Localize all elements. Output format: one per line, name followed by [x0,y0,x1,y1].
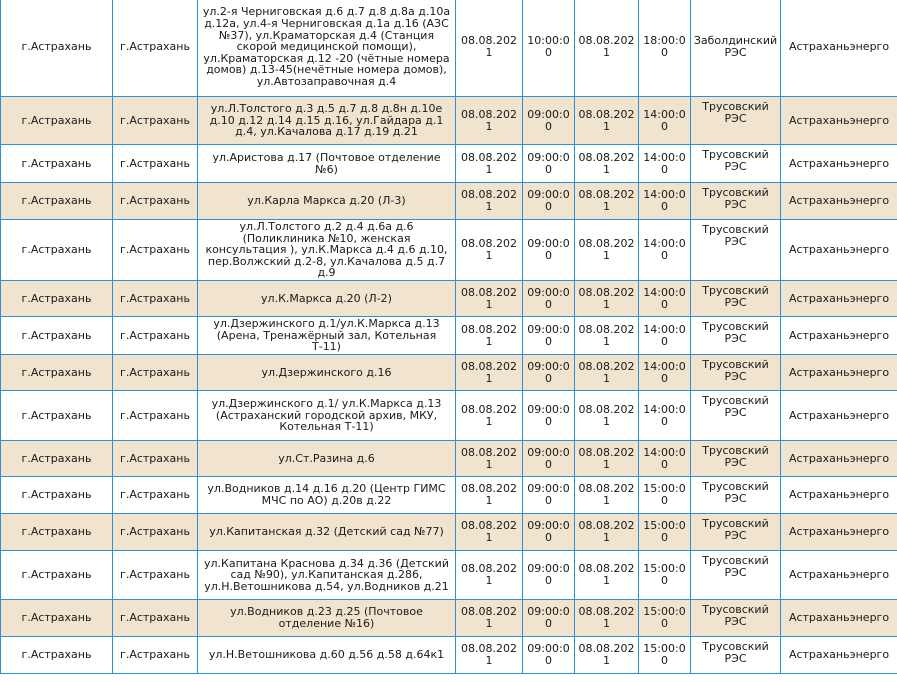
end-time-cell: 14:00:00 [639,317,691,355]
res-cell: Трусовский РЭС [691,97,781,145]
locality-cell: г.Астрахань [113,281,198,317]
end-date-cell: 08.08.2021 [575,441,639,477]
res-cell: Трусовский РЭС [691,183,781,220]
city-cell: г.Астрахань [1,145,113,183]
address-cell: ул.Водников д.14 д.16 д.20 (Центр ГИМС МЧС по АО) д.20в д.22 [198,477,456,514]
start-date-cell: 08.08.2021 [456,441,523,477]
city-cell: г.Астрахань [1,97,113,145]
start-date-cell: 08.08.2021 [456,637,523,674]
end-time-cell: 15:00:00 [639,477,691,514]
locality-cell: г.Астрахань [113,600,198,637]
start-time-cell: 09:00:00 [523,637,575,674]
start-time-cell: 09:00:00 [523,183,575,220]
address-cell: ул.К.Маркса д.20 (Л-2) [198,281,456,317]
res-cell: Трусовский РЭС [691,145,781,183]
res-cell: Трусовский РЭС [691,514,781,551]
end-time-cell: 18:00:00 [639,0,691,97]
company-cell: Астраханьэнерго [781,0,897,97]
start-time-cell: 09:00:00 [523,97,575,145]
company-cell: Астраханьэнерго [781,637,897,674]
end-date-cell: 08.08.2021 [575,145,639,183]
start-date-cell: 08.08.2021 [456,600,523,637]
locality-cell: г.Астрахань [113,514,198,551]
city-cell: г.Астрахань [1,281,113,317]
table-row [1,355,897,391]
end-date-cell: 08.08.2021 [575,355,639,391]
end-time-cell: 14:00:00 [639,220,691,281]
table-row [1,183,897,220]
address-cell: ул.Дзержинского д.16 [198,355,456,391]
end-date-cell: 08.08.2021 [575,600,639,637]
res-cell: Трусовский РЭС [691,477,781,514]
start-date-cell: 08.08.2021 [456,281,523,317]
end-date-cell: 08.08.2021 [575,220,639,281]
end-time-cell: 14:00:00 [639,281,691,317]
end-time-cell: 14:00:00 [639,355,691,391]
table-row [1,0,897,97]
address-cell: ул.Дзержинского д.1/ ул.К.Маркса д.13 (Астраханский городской архив, МКУ, Котельная Т-11) [198,391,456,441]
table-row [1,317,897,355]
start-date-cell: 08.08.2021 [456,183,523,220]
company-cell: Астраханьэнерго [781,441,897,477]
city-cell: г.Астрахань [1,317,113,355]
start-time-cell: 09:00:00 [523,145,575,183]
locality-cell: г.Астрахань [113,220,198,281]
locality-cell: г.Астрахань [113,441,198,477]
city-cell: г.Астрахань [1,600,113,637]
table-row [1,514,897,551]
table-row [1,477,897,514]
company-cell: Астраханьэнерго [781,183,897,220]
res-cell: Трусовский РЭС [691,441,781,477]
company-cell: Астраханьэнерго [781,145,897,183]
end-date-cell: 08.08.2021 [575,183,639,220]
start-date-cell: 08.08.2021 [456,0,523,97]
address-cell: ул.Капитанская д.32 (Детский сад №77) [198,514,456,551]
start-time-cell: 09:00:00 [523,600,575,637]
address-cell: ул.2-я Черниговская д.6 д.7 д.8 д.8а д.10а д.12а, ул.4-я Черниговская д.1а д.16 (АЗС №37), ул.Краматорская д.4 (Станция скорой медицинской помощи), ул.Краматорская д.12 -20 (чётные номера домов) д.13-45(нечётные номера домов), ул.Автозаправочная д.4 [198,0,456,97]
start-time-cell: 09:00:00 [523,477,575,514]
res-cell: Трусовский РЭС [691,637,781,674]
locality-cell: г.Астрахань [113,97,198,145]
start-time-cell: 09:00:00 [523,514,575,551]
city-cell: г.Астрахань [1,441,113,477]
end-time-cell: 14:00:00 [639,97,691,145]
start-date-cell: 08.08.2021 [456,355,523,391]
end-time-cell: 14:00:00 [639,391,691,441]
city-cell: г.Астрахань [1,183,113,220]
address-cell: ул.Водников д.23 д.25 (Почтовое отделение №16) [198,600,456,637]
locality-cell: г.Астрахань [113,317,198,355]
end-time-cell: 14:00:00 [639,441,691,477]
start-date-cell: 08.08.2021 [456,145,523,183]
address-cell: ул.Л.Толстого д.2 д.4 д.6а д.6 (Поликлиника №10, женская консультация ), ул.К.Маркса д.4 д.6 д.10, пер.Волжский д.2-8, ул.Качалова д.5 д.7 д.9 [198,220,456,281]
company-cell: Астраханьэнерго [781,355,897,391]
table-row [1,441,897,477]
end-date-cell: 08.08.2021 [575,281,639,317]
company-cell: Астраханьэнерго [781,220,897,281]
city-cell: г.Астрахань [1,551,113,600]
start-date-cell: 08.08.2021 [456,317,523,355]
end-time-cell: 15:00:00 [639,551,691,600]
city-cell: г.Астрахань [1,0,113,97]
end-time-cell: 15:00:00 [639,600,691,637]
city-cell: г.Астрахань [1,220,113,281]
table-row [1,551,897,600]
end-time-cell: 15:00:00 [639,514,691,551]
address-cell: ул.Дзержинского д.1/ул.К.Маркса д.13 (Арена, Тренажёрный зал, Котельная Т-11) [198,317,456,355]
table-row [1,281,897,317]
end-time-cell: 15:00:00 [639,637,691,674]
res-cell: Заболдинский РЭС [691,0,781,97]
company-cell: Астраханьэнерго [781,97,897,145]
end-date-cell: 08.08.2021 [575,0,639,97]
end-time-cell: 14:00:00 [639,183,691,220]
end-date-cell: 08.08.2021 [575,97,639,145]
locality-cell: г.Астрахань [113,391,198,441]
company-cell: Астраханьэнерго [781,551,897,600]
end-date-cell: 08.08.2021 [575,391,639,441]
address-cell: ул.Капитана Краснова д.34 д.36 (Детский сад №90), ул.Капитанская д.286, ул.Н.Ветошникова д.54, ул.Водников д.21 [198,551,456,600]
address-cell: ул.Ст.Разина д.6 [198,441,456,477]
company-cell: Астраханьэнерго [781,317,897,355]
res-cell: Трусовский РЭС [691,355,781,391]
start-time-cell: 09:00:00 [523,317,575,355]
res-cell: Трусовский РЭС [691,317,781,355]
city-cell: г.Астрахань [1,477,113,514]
locality-cell: г.Астрахань [113,637,198,674]
table-body [1,0,897,674]
start-time-cell: 09:00:00 [523,391,575,441]
table-row [1,145,897,183]
locality-cell: г.Астрахань [113,183,198,220]
table-row [1,97,897,145]
locality-cell: г.Астрахань [113,355,198,391]
res-cell: Трусовский РЭС [691,600,781,637]
city-cell: г.Астрахань [1,637,113,674]
start-time-cell: 10:00:00 [523,0,575,97]
start-date-cell: 08.08.2021 [456,97,523,145]
res-cell: Трусовский РЭС [691,220,781,281]
company-cell: Астраханьэнерго [781,477,897,514]
address-cell: ул.Аристова д.17 (Почтовое отделение №6) [198,145,456,183]
locality-cell: г.Астрахань [113,145,198,183]
start-date-cell: 08.08.2021 [456,477,523,514]
city-cell: г.Астрахань [1,514,113,551]
table-row [1,600,897,637]
start-time-cell: 09:00:00 [523,281,575,317]
table-row [1,637,897,674]
res-cell: Трусовский РЭС [691,391,781,441]
end-date-cell: 08.08.2021 [575,477,639,514]
start-date-cell: 08.08.2021 [456,551,523,600]
start-time-cell: 09:00:00 [523,355,575,391]
table-row [1,220,897,281]
city-cell: г.Астрахань [1,355,113,391]
start-time-cell: 09:00:00 [523,551,575,600]
start-date-cell: 08.08.2021 [456,514,523,551]
end-date-cell: 08.08.2021 [575,514,639,551]
start-time-cell: 09:00:00 [523,441,575,477]
start-time-cell: 09:00:00 [523,220,575,281]
start-date-cell: 08.08.2021 [456,220,523,281]
company-cell: Астраханьэнерго [781,514,897,551]
end-date-cell: 08.08.2021 [575,551,639,600]
table-row [1,391,897,441]
res-cell: Трусовский РЭС [691,551,781,600]
end-date-cell: 08.08.2021 [575,637,639,674]
company-cell: Астраханьэнерго [781,281,897,317]
end-time-cell: 14:00:00 [639,145,691,183]
company-cell: Астраханьэнерго [781,600,897,637]
locality-cell: г.Астрахань [113,0,198,97]
start-date-cell: 08.08.2021 [456,391,523,441]
city-cell: г.Астрахань [1,391,113,441]
address-cell: ул.Н.Ветошникова д.60 д.56 д.58 д.64к1 [198,637,456,674]
company-cell: Астраханьэнерго [781,391,897,441]
address-cell: ул.Л.Толстого д.3 д.5 д.7 д.8 д.8н д.10е д.10 д.12 д.14 д.15 д.16, ул.Гайдара д.1 д.4, ул.Качалова д.17 д.19 д.21 [198,97,456,145]
locality-cell: г.Астрахань [113,551,198,600]
address-cell: ул.Карла Маркса д.20 (Л-3) [198,183,456,220]
res-cell: Трусовский РЭС [691,281,781,317]
locality-cell: г.Астрахань [113,477,198,514]
end-date-cell: 08.08.2021 [575,317,639,355]
